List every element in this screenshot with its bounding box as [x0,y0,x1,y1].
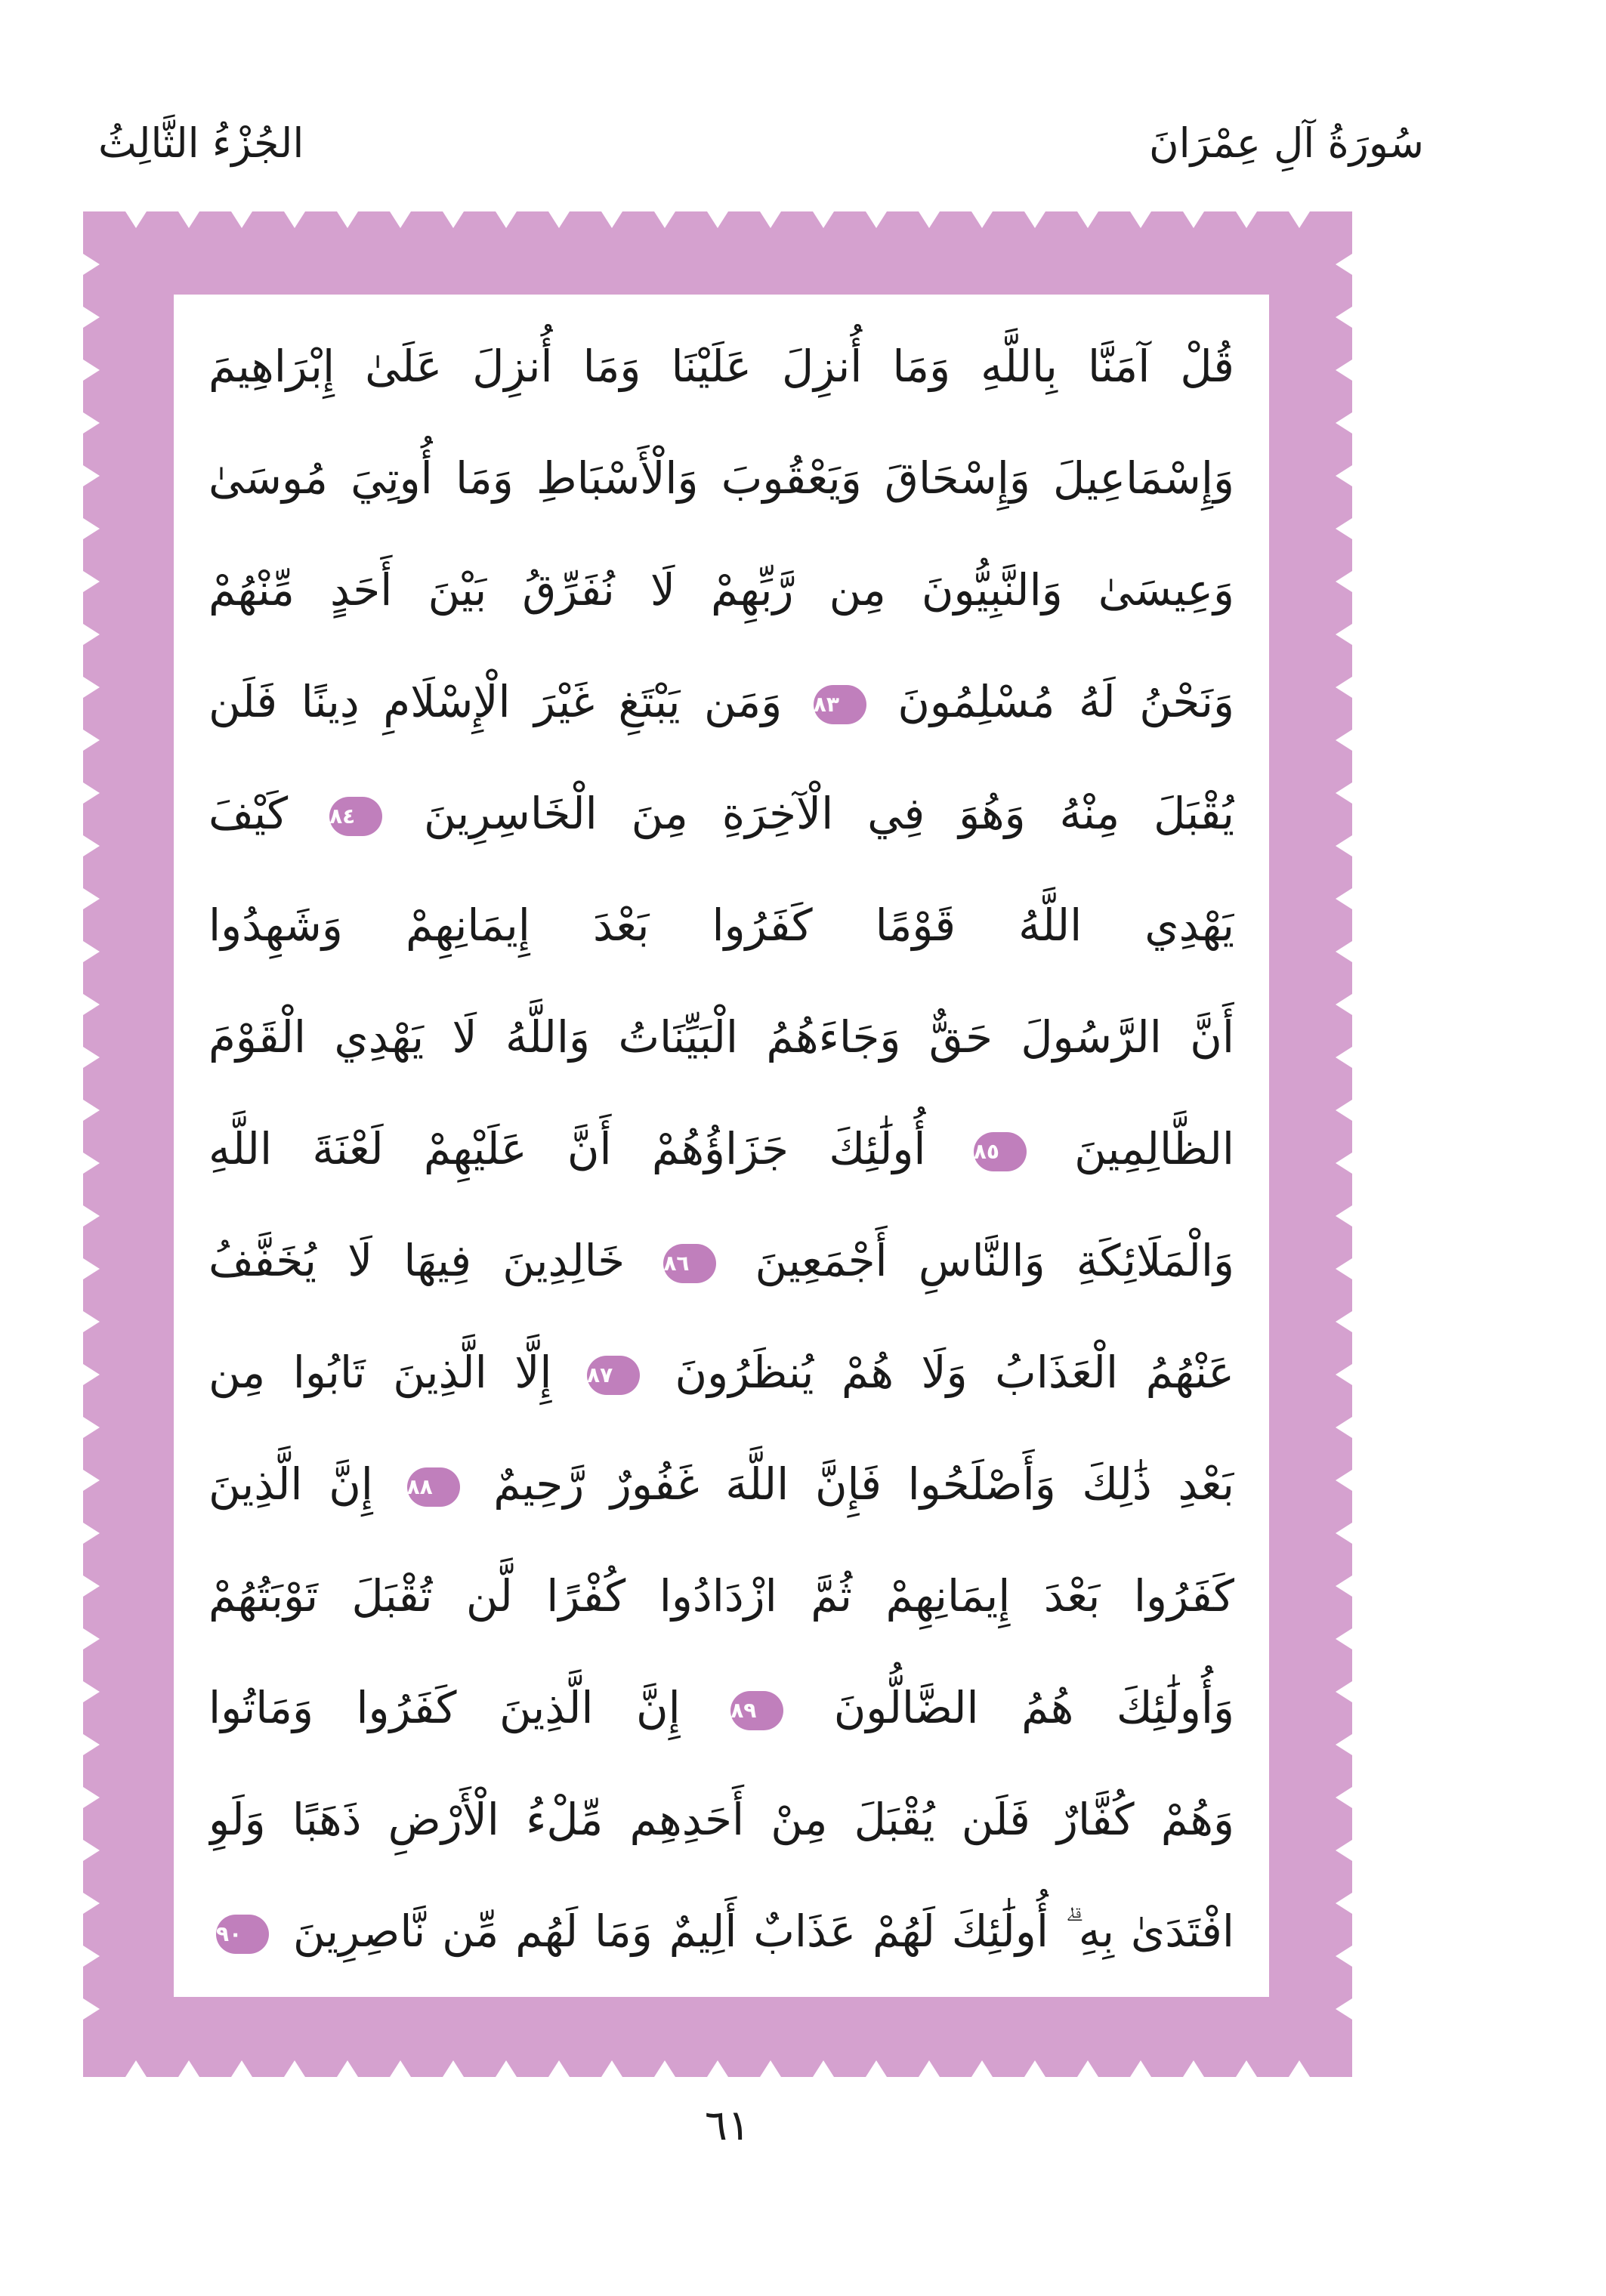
verse-text: أَنَّ الرَّسُولَ حَقٌّ وَجَاءَهُمُ الْبَيِّنَاتُ وَاللَّهُ لَا يَهْدِي الْقَوْمَ [208,1011,1234,1063]
frame-notch [83,1523,100,1544]
ayah-number-marker: ٨٦ [663,1244,716,1283]
frame-notch [813,211,834,228]
frame-notch [83,412,100,434]
frame-notch [1289,2060,1310,2077]
frame-notch [83,1417,100,1438]
verse-line [208,645,1234,758]
verse-line [208,757,1234,870]
frame-notch [866,2060,887,2077]
frame-notch [83,1893,100,1914]
frame-notch [83,518,100,539]
frame-notch [813,2060,834,2077]
frame-notch [125,211,147,228]
frame-notch [1336,994,1352,1015]
frame-notch [337,211,358,228]
surah-title: سُورَةُ آلِ عِمْرَانَ [1149,119,1424,167]
frame-notch [83,1787,100,1808]
frame-notch [83,1681,100,1702]
frame-notch [548,2060,570,2077]
verse-text: وَعِيسَىٰ وَالنَّبِيُّونَ مِن رَّبِّهِمْ لَا نُفَرِّقُ بَيْنَ أَحَدٍ مِّنْهُمْ [208,564,1234,616]
frame-notch [83,994,100,1015]
verse-text: عَنْهُمُ الْعَذَابُ وَلَا هُمْ يُنظَرُونَ [675,1347,1234,1398]
verse-text: يُقْبَلَ مِنْهُ وَهُوَ فِي الْآخِرَةِ مِنَ الْخَاسِرِينَ [423,788,1234,839]
verse-text: إِلَّا الَّذِينَ تَابُوا مِن [208,1347,552,1398]
verse-line [208,533,1234,647]
frame-notch [1336,1258,1352,1279]
frame-notch [1336,941,1352,962]
frame-notch [83,730,100,751]
verse-text: وَمَن يَبْتَغِ غَيْرَ الْإِسْلَامِ دِينًا فَلَن [208,676,783,727]
verse-text: وَهُمْ كُفَّارٌ فَلَن يُقْبَلَ مِنْ أَحَدِهِم مِّلْءُ الْأَرْضِ ذَهَبًا وَلَوِ [208,1794,1234,1845]
frame-notch [1077,211,1098,228]
frame-notch [337,2060,358,2077]
frame-notch [1336,360,1352,381]
frame-notch [231,2060,252,2077]
verse-line [208,310,1234,423]
frame-notch [1077,2060,1098,2077]
verse-line [208,1092,1234,1205]
frame-notch [971,211,993,228]
text-panel [174,295,1269,1997]
frame-notch [1336,518,1352,539]
frame-notch [1336,254,1352,275]
frame-notch [83,1364,100,1385]
frame-notch [1336,465,1352,486]
frame-notch [83,1946,100,1967]
verse-text: يَهْدِي اللَّهُ قَوْمًا كَفَرُوا بَعْدَ إِيمَانِهِمْ وَشَهِدُوا [208,900,1234,951]
verse-text: وَأُولَٰئِكَ هُمُ الضَّالُّونَ [833,1682,1234,1733]
frame-notch [1183,211,1204,228]
ayah-number-marker: ٨٥ [974,1132,1027,1171]
frame-notch [1336,1840,1352,1861]
verse-line [208,1651,1234,1764]
frame-notch [654,211,675,228]
frame-notch [83,1205,100,1227]
frame-notch [178,211,199,228]
ayah-number-marker: ٨٩ [730,1691,783,1730]
frame-notch [443,2060,464,2077]
frame-notch [1336,835,1352,856]
frame-notch [83,1047,100,1068]
verse-text: إِنَّ الَّذِينَ [208,1458,373,1510]
frame-notch [1289,211,1310,228]
frame-notch [83,782,100,804]
frame-notch [1336,730,1352,751]
frame-notch [1336,1311,1352,1332]
verse-text: افْتَدَىٰ بِهِ ۗ أُولَٰئِكَ لَهُمْ عَذَابٌ أَلِيمٌ وَمَا لَهُم مِّن نَّاصِرِينَ [292,1906,1234,1957]
verse-text: وَإِسْمَاعِيلَ وَإِسْحَاقَ وَيَعْقُوبَ وَالْأَسْبَاطِ وَمَا أُوتِيَ مُوسَىٰ [208,452,1234,504]
frame-notch [1336,1734,1352,1755]
frame-notch [1336,571,1352,592]
frame-notch [390,211,411,228]
frame-notch [760,211,781,228]
frame-notch [654,2060,675,2077]
frame-notch [83,254,100,275]
frame-notch [1336,1364,1352,1385]
frame-notch [83,307,100,328]
frame-notch [1336,1470,1352,1491]
frame-notch [83,1311,100,1332]
frame-notch [1336,1787,1352,1808]
frame-notch [390,2060,411,2077]
frame-notch [178,2060,199,2077]
ayah-number-marker: ٨٨ [407,1467,460,1507]
frame-notch [919,211,940,228]
frame-notch [1236,2060,1257,2077]
frame-notch [1336,1681,1352,1702]
verse-text: كَيْفَ [208,788,289,839]
verse-text: خَالِدِينَ فِيهَا لَا يُخَفَّفُ [208,1235,625,1286]
frame-notch [1336,1047,1352,1068]
verse-text: بَعْدِ ذَٰلِكَ وَأَصْلَحُوا فَإِنَّ اللَّهَ غَفُورٌ رَّحِيمٌ [493,1458,1234,1510]
frame-notch [83,360,100,381]
frame-notch [1183,2060,1204,2077]
frame-notch [83,941,100,962]
juz-title: الجُزْءُ الثَّالِثُ [98,119,304,167]
frame-notch [83,1734,100,1755]
frame-notch [866,211,887,228]
verse-line [208,1539,1234,1653]
frame-notch [443,211,464,228]
frame-notch [1336,1998,1352,2020]
frame-notch [1336,1100,1352,1121]
ayah-number-marker: ٩٠ [216,1915,269,1954]
verse-line [208,421,1234,535]
frame-notch [971,2060,993,2077]
verse-line [208,1204,1234,1317]
frame-notch [1336,782,1352,804]
ayah-number-marker: ٨٧ [587,1356,640,1395]
frame-notch [601,2060,622,2077]
frame-notch [83,624,100,645]
verse-line [208,869,1234,982]
frame-notch [1336,307,1352,328]
frame-notch [1024,2060,1045,2077]
frame-notch [1336,1205,1352,1227]
frame-notch [601,211,622,228]
frame-notch [1336,1893,1352,1914]
frame-notch [1130,211,1151,228]
frame-notch [1336,412,1352,434]
verse-line [208,1427,1234,1541]
verse-text: إِنَّ الَّذِينَ كَفَرُوا وَمَاتُوا [208,1682,681,1733]
frame-notch [1336,1417,1352,1438]
verse-line [208,980,1234,1094]
frame-notch [83,1100,100,1121]
page-number: ٦١ [704,2101,751,2150]
frame-notch [760,2060,781,2077]
verse-text: كَفَرُوا بَعْدَ إِيمَانِهِمْ ثُمَّ ازْدَادُوا كُفْرًا لَّن تُقْبَلَ تَوْبَتُهُمْ [208,1570,1234,1622]
frame-notch [1336,1946,1352,1967]
frame-notch [83,571,100,592]
frame-notch [83,1628,100,1649]
frame-notch [1024,211,1045,228]
frame-notch [548,211,570,228]
frame-notch [707,211,728,228]
verse-text: وَالْمَلَائِكَةِ وَالنَّاسِ أَجْمَعِينَ [755,1235,1234,1286]
verse-text: قُلْ آمَنَّا بِاللَّهِ وَمَا أُنزِلَ عَلَيْنَا وَمَا أُنزِلَ عَلَىٰ إِبْرَاهِيمَ [208,341,1234,392]
frame-notch [1336,1628,1352,1649]
frame-notch [1336,888,1352,909]
verse-line [208,1875,1234,1988]
frame-notch [231,211,252,228]
frame-notch [284,211,305,228]
frame-notch [1130,2060,1151,2077]
verse-text: أُولَٰئِكَ جَزَاؤُهُمْ أَنَّ عَلَيْهِمْ لَعْنَةَ اللَّهِ [208,1123,926,1174]
frame-notch [125,2060,147,2077]
frame-notch [83,888,100,909]
frame-notch [919,2060,940,2077]
frame-notch [1336,1575,1352,1597]
frame-notch [83,1998,100,2020]
frame-notch [496,211,517,228]
frame-notch [83,1840,100,1861]
frame-notch [1336,677,1352,698]
frame-notch [83,1470,100,1491]
verse-text: الظَّالِمِينَ [1074,1123,1234,1174]
frame-notch [284,2060,305,2077]
frame-notch [1236,211,1257,228]
frame-notch [83,677,100,698]
verse-text: وَنَحْنُ لَهُ مُسْلِمُونَ [897,676,1234,727]
frame-notch [83,1153,100,1174]
frame-notch [1336,1523,1352,1544]
verse-line [208,1316,1234,1429]
ayah-number-marker: ٨٣ [814,685,866,724]
ayah-number-marker: ٨٤ [329,797,382,836]
frame-notch [707,2060,728,2077]
frame-notch [83,1258,100,1279]
frame-notch [83,465,100,486]
frame-notch [1336,1153,1352,1174]
decorative-frame [83,211,1352,2077]
verse-line [208,1763,1234,1876]
frame-notch [83,1575,100,1597]
frame-notch [496,2060,517,2077]
frame-notch [1336,624,1352,645]
frame-notch [83,835,100,856]
